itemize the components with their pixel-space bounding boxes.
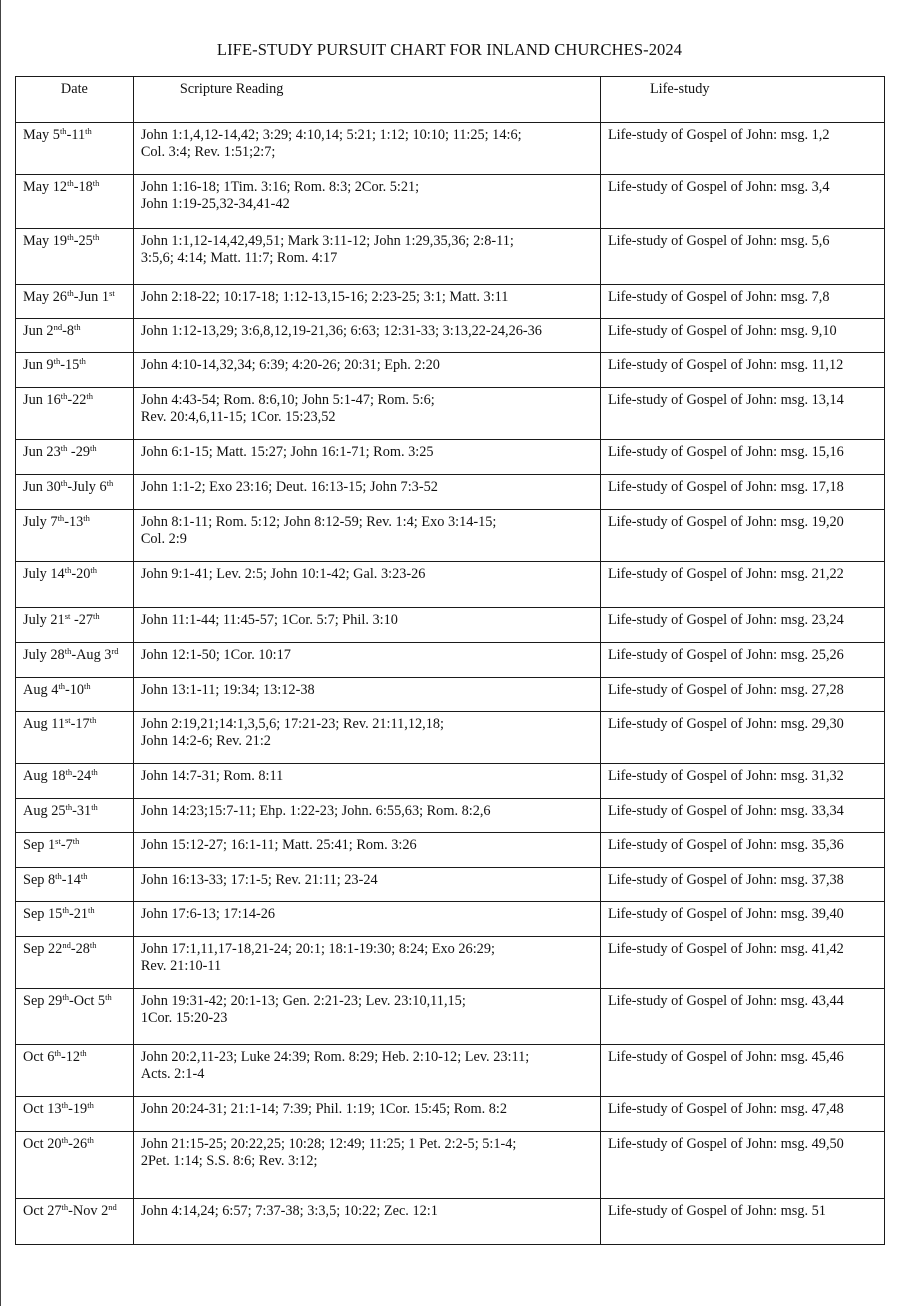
date-ordinal-suffix: th	[65, 802, 73, 812]
scripture-cell: John 9:1-41; Lev. 2:5; John 10:1-42; Gal. 3:23-26	[133, 562, 600, 608]
date-text: -29	[67, 444, 90, 460]
scripture-cell: John 20:24-31; 21:1-14; 7:39; Phil. 1:19; 1Cor. 15:45; Rom. 8:2	[133, 1097, 600, 1132]
date-ordinal-suffix: th	[62, 905, 69, 915]
date-text: -8	[62, 323, 75, 339]
date-text: Jun 30	[23, 479, 61, 495]
scripture-cell: John 1:1,12-14,42,49,51; Mark 3:11-12; John 1:29,35,36; 2:8-11; 3:5,6; 4:14; Matt. 11:7; Rom. 4:17	[133, 229, 600, 285]
date-text: -12	[61, 1049, 81, 1065]
date-text: -15	[60, 357, 80, 373]
date-text: Oct 27	[23, 1203, 62, 1219]
date-ordinal-suffix: th	[87, 1135, 94, 1145]
lifestudy-cell: Life-study of Gospel of John: msg. 7,8	[600, 285, 884, 319]
date-ordinal-suffix: th	[86, 391, 94, 401]
date-ordinal-suffix: th	[67, 232, 74, 242]
date-ordinal-suffix: th	[58, 681, 65, 691]
date-text: -7	[60, 837, 73, 853]
table-row	[16, 712, 885, 764]
table-row	[16, 440, 885, 475]
lifestudy-cell: Life-study of Gospel of John: msg. 47,48	[600, 1097, 884, 1132]
table-row	[16, 175, 885, 229]
date-cell	[16, 285, 134, 319]
scripture-cell: John 2:18-22; 10:17-18; 1:12-13,15-16; 2:23-25; 3:1; Matt. 3:11	[133, 285, 600, 319]
date-text: Oct 13	[23, 1101, 62, 1117]
lifestudy-cell: Life-study of Gospel of John: msg. 37,38	[600, 868, 884, 902]
lifestudy-cell: Life-study of Gospel of John: msg. 11,12	[600, 353, 884, 388]
date-text: -18	[73, 179, 93, 195]
date-cell	[16, 868, 134, 902]
lifestudy-cell: Life-study of Gospel of John: msg. 51	[600, 1199, 884, 1245]
date-cell	[16, 353, 134, 388]
scripture-cell: John 14:7-31; Rom. 8:11	[133, 764, 600, 799]
date-text: -31	[72, 803, 92, 819]
date-ordinal-suffix: th	[72, 836, 80, 846]
table-row	[16, 562, 885, 608]
table-row	[16, 475, 885, 510]
date-ordinal-suffix: st	[109, 288, 115, 298]
date-cell	[16, 937, 134, 989]
date-text: Aug 4	[23, 682, 59, 698]
date-text: Aug 25	[23, 803, 66, 819]
date-cell	[16, 799, 134, 833]
date-text: -24	[72, 768, 92, 784]
scripture-cell: John 4:10-14,32,34; 6:39; 4:20-26; 20:31; Eph. 2:20	[133, 353, 600, 388]
date-text: Oct 6	[23, 1049, 55, 1065]
date-ordinal-suffix: th	[93, 611, 100, 621]
table-row	[16, 285, 885, 319]
scripture-cell: John 21:15-25; 20:22,25; 10:28; 12:49; 11:25; 1 Pet. 2:2-5; 5:1-4; 2Pet. 1:14; S.S. 8:6; Rev. 3:12;	[133, 1132, 600, 1199]
date-text: July 7	[23, 514, 58, 530]
date-text: May 19	[23, 233, 68, 249]
lifestudy-cell: Life-study of Gospel of John: msg. 49,50	[600, 1132, 884, 1199]
date-text: Sep 8	[23, 872, 56, 888]
lifestudy-cell: Life-study of Gospel of John: msg. 9,10	[600, 319, 884, 353]
table-row	[16, 1045, 885, 1097]
date-text: July 28	[23, 647, 65, 663]
date-ordinal-suffix: th	[87, 1100, 94, 1110]
date-cell	[16, 229, 134, 285]
date-text: Jun 23	[23, 444, 61, 460]
lifestudy-cell: Life-study of Gospel of John: msg. 25,26	[600, 643, 884, 678]
date-ordinal-suffix: th	[91, 802, 98, 812]
scripture-cell: John 1:1,4,12-14,42; 3:29; 4:10,14; 5:21; 1:12; 10:10; 11:25; 14:6; Col. 3:4; Rev. 1:51;2:7;	[133, 123, 600, 175]
date-ordinal-suffix: th	[89, 715, 97, 725]
date-text: Jun 9	[23, 357, 54, 373]
scripture-cell: John 1:16-18; 1Tim. 3:16; Rom. 8:3; 2Cor. 5:21; John 1:19-25,32-34,41-42	[133, 175, 600, 229]
date-ordinal-suffix: th	[89, 940, 97, 950]
date-ordinal-suffix: th	[79, 356, 86, 366]
table-row	[16, 388, 885, 440]
date-ordinal-suffix: th	[90, 565, 98, 575]
date-cell	[16, 440, 134, 475]
chart-body	[16, 77, 885, 1245]
date-ordinal-suffix: nd	[108, 1202, 117, 1212]
date-text: Sep 22	[23, 941, 63, 957]
date-ordinal-suffix: th	[67, 288, 74, 298]
lifestudy-cell: Life-study of Gospel of John: msg. 27,28	[600, 678, 884, 712]
date-cell	[16, 510, 134, 562]
date-cell	[16, 319, 134, 353]
date-ordinal-suffix: th	[60, 391, 68, 401]
date-text: -27	[70, 612, 94, 628]
header-row	[16, 77, 885, 123]
date-cell	[16, 175, 134, 229]
lifestudy-cell: Life-study of Gospel of John: msg. 31,32	[600, 764, 884, 799]
date-text: -11	[66, 127, 86, 143]
date-ordinal-suffix: th	[83, 513, 90, 523]
date-text: -21	[68, 906, 89, 922]
scripture-cell: John 1:12-13,29; 3:6,8,12,19-21,36; 6:63; 12:31-33; 3:13,22-24,26-36	[133, 319, 600, 353]
lifestudy-cell: Life-study of Gospel of John: msg. 23,24	[600, 608, 884, 643]
date-text: Sep 1	[23, 837, 56, 853]
date-ordinal-suffix: th	[61, 1135, 69, 1145]
scripture-cell: John 13:1-11; 19:34; 13:12-38	[133, 678, 600, 712]
table-row	[16, 799, 885, 833]
date-text: July 21	[23, 612, 65, 628]
table-row	[16, 353, 885, 388]
date-ordinal-suffix: th	[64, 646, 72, 656]
table-row	[16, 319, 885, 353]
date-ordinal-suffix: th	[64, 565, 72, 575]
lifestudy-cell: Life-study of Gospel of John: msg. 35,36	[600, 833, 884, 868]
scripture-cell: John 8:1-11; Rom. 5:12; John 8:12-59; Rev. 1:4; Exo 3:14-15; Col. 2:9	[133, 510, 600, 562]
scripture-cell: John 4:43-54; Rom. 8:6,10; John 5:1-47; Rom. 5:6; Rev. 20:4,6,11-15; 1Cor. 15:23,52	[133, 388, 600, 440]
date-text: Oct 20	[23, 1136, 62, 1152]
date-cell	[16, 1132, 134, 1199]
date-text: -Aug 3	[71, 647, 112, 663]
lifestudy-header: Life-study	[600, 77, 884, 123]
page-title: LIFE-STUDY PURSUIT CHART FOR INLAND CHURCHES-2024	[216, 40, 683, 59]
date-text: May 26	[23, 289, 68, 305]
date-text: -14	[61, 872, 81, 888]
date-text: -10	[64, 682, 85, 698]
date-text: -28	[70, 941, 90, 957]
date-text: -Oct 5	[68, 993, 106, 1009]
date-ordinal-suffix: th	[105, 992, 112, 1002]
lifestudy-cell: Life-study of Gospel of John: msg. 29,30	[600, 712, 884, 764]
date-ordinal-suffix: th	[61, 1100, 69, 1110]
scripture-cell: John 1:1-2; Exo 23:16; Deut. 16:13-15; John 7:3-52	[133, 475, 600, 510]
date-cell	[16, 902, 134, 937]
date-ordinal-suffix: th	[65, 767, 73, 777]
lifestudy-cell: Life-study of Gospel of John: msg. 45,46	[600, 1045, 884, 1097]
date-text: -19	[68, 1101, 88, 1117]
table-row	[16, 1097, 885, 1132]
date-cell	[16, 608, 134, 643]
date-ordinal-suffix: nd	[53, 322, 63, 332]
date-cell	[16, 1199, 134, 1245]
table-row	[16, 989, 885, 1045]
date-ordinal-suffix: th	[57, 513, 65, 523]
date-ordinal-suffix: th	[80, 871, 88, 881]
date-cell	[16, 388, 134, 440]
scripture-cell: John 17:1,11,17-18,21-24; 20:1; 18:1-19:30; 8:24; Exo 26:29; Rev. 21:10-11	[133, 937, 600, 989]
date-ordinal-suffix: th	[61, 1202, 69, 1212]
date-text: -17	[70, 716, 90, 732]
date-text: Aug 18	[23, 768, 66, 784]
date-ordinal-suffix: th	[90, 443, 97, 453]
date-ordinal-suffix: th	[92, 232, 100, 242]
date-text: -Jun 1	[73, 289, 110, 305]
date-text: July 14	[23, 566, 65, 582]
lifestudy-cell: Life-study of Gospel of John: msg. 39,40	[600, 902, 884, 937]
date-text: Aug 11	[23, 716, 65, 732]
date-ordinal-suffix: th	[91, 767, 98, 777]
date-ordinal-suffix: th	[67, 178, 74, 188]
lifestudy-cell: Life-study of Gospel of John: msg. 1,2	[600, 123, 884, 175]
lifestudy-cell: Life-study of Gospel of John: msg. 15,16	[600, 440, 884, 475]
date-header: Date	[16, 77, 134, 123]
table-row	[16, 123, 885, 175]
date-ordinal-suffix: th	[59, 126, 67, 136]
date-ordinal-suffix: th	[62, 992, 69, 1002]
date-cell	[16, 562, 134, 608]
date-ordinal-suffix: st	[64, 715, 71, 725]
table-row	[16, 868, 885, 902]
lifestudy-cell: Life-study of Gospel of John: msg. 5,6	[600, 229, 884, 285]
date-ordinal-suffix: th	[74, 322, 81, 332]
date-text: May 12	[23, 179, 68, 195]
scripture-cell: John 6:1-15; Matt. 15:27; John 16:1-71; Rom. 3:25	[133, 440, 600, 475]
date-text: -25	[73, 233, 93, 249]
date-cell	[16, 643, 134, 678]
date-ordinal-suffix: th	[53, 356, 61, 366]
scripture-cell: John 15:12-27; 16:1-11; Matt. 25:41; Rom. 3:26	[133, 833, 600, 868]
date-ordinal-suffix: th	[92, 178, 100, 188]
table-row	[16, 1199, 885, 1245]
date-ordinal-suffix: th	[88, 905, 95, 915]
scripture-cell: John 20:2,11-23; Luke 24:39; Rom. 8:29; Heb. 2:10-12; Lev. 23:11; Acts. 2:1-4	[133, 1045, 600, 1097]
lifestudy-cell: Life-study of Gospel of John: msg. 43,44	[600, 989, 884, 1045]
date-cell	[16, 712, 134, 764]
date-ordinal-suffix: st	[64, 611, 71, 621]
date-text: -22	[67, 392, 87, 408]
date-ordinal-suffix: th	[55, 871, 62, 881]
lifestudy-cell: Life-study of Gospel of John: msg. 3,4	[600, 175, 884, 229]
date-text: -20	[71, 566, 91, 582]
lifestudy-cell: Life-study of Gospel of John: msg. 33,34	[600, 799, 884, 833]
scripture-cell: John 19:31-42; 20:1-13; Gen. 2:21-23; Lev. 23:10,11,15; 1Cor. 15:20-23	[133, 989, 600, 1045]
scripture-cell: John 17:6-13; 17:14-26	[133, 902, 600, 937]
lifestudy-cell: Life-study of Gospel of John: msg. 41,42	[600, 937, 884, 989]
scripture-cell: John 11:1-44; 11:45-57; 1Cor. 5:7; Phil. 3:10	[133, 608, 600, 643]
date-text: Jun 2	[23, 323, 54, 339]
table-row	[16, 764, 885, 799]
scripture-cell: John 2:19,21;14:1,3,5,6; 17:21-23; Rev. 21:11,12,18; John 14:2-6; Rev. 21:2	[133, 712, 600, 764]
lifestudy-cell: Life-study of Gospel of John: msg. 13,14	[600, 388, 884, 440]
date-text: Sep 15	[23, 906, 63, 922]
scripture-cell: John 14:23;15:7-11; Ehp. 1:22-23; John. 6:55,63; Rom. 8:2,6	[133, 799, 600, 833]
date-ordinal-suffix: th	[54, 1048, 61, 1058]
scripture-cell: John 12:1-50; 1Cor. 10:17	[133, 643, 600, 678]
date-cell	[16, 123, 134, 175]
date-ordinal-suffix: th	[106, 478, 114, 488]
date-ordinal-suffix: rd	[111, 646, 119, 656]
scripture-header: Scripture Reading	[133, 77, 600, 123]
table-row	[16, 902, 885, 937]
lifestudy-cell: Life-study of Gospel of John: msg. 21,22	[600, 562, 884, 608]
date-text: -July 6	[67, 479, 107, 495]
date-ordinal-suffix: th	[80, 1048, 87, 1058]
table-row	[16, 678, 885, 712]
table-row	[16, 833, 885, 868]
date-text: Jun 16	[23, 392, 61, 408]
date-ordinal-suffix: th	[84, 681, 91, 691]
date-text: -Nov 2	[68, 1203, 109, 1219]
date-ordinal-suffix: th	[85, 126, 92, 136]
date-cell	[16, 475, 134, 510]
table-row	[16, 643, 885, 678]
lifestudy-cell: Life-study of Gospel of John: msg. 19,20	[600, 510, 884, 562]
date-text: May 5	[23, 127, 60, 143]
date-ordinal-suffix: nd	[62, 940, 71, 950]
date-ordinal-suffix: st	[55, 836, 61, 846]
scripture-cell: John 4:14,24; 6:57; 7:37-38; 3:3,5; 10:22; Zec. 12:1	[133, 1199, 600, 1245]
date-cell	[16, 764, 134, 799]
page-edge	[0, 0, 1, 1306]
scripture-cell: John 16:13-33; 17:1-5; Rev. 21:11; 23-24	[133, 868, 600, 902]
date-ordinal-suffix: th	[60, 478, 68, 488]
table-row	[16, 1132, 885, 1199]
date-cell	[16, 1045, 134, 1097]
lifestudy-cell: Life-study of Gospel of John: msg. 17,18	[600, 475, 884, 510]
date-text: -13	[64, 514, 84, 530]
date-text: Sep 29	[23, 993, 63, 1009]
pursuit-chart-table	[15, 76, 885, 1245]
date-text: -26	[68, 1136, 88, 1152]
table-row	[16, 229, 885, 285]
table-row	[16, 937, 885, 989]
table-row	[16, 510, 885, 562]
table-row	[16, 608, 885, 643]
date-cell	[16, 1097, 134, 1132]
date-cell	[16, 833, 134, 868]
date-cell	[16, 989, 134, 1045]
date-cell	[16, 678, 134, 712]
date-ordinal-suffix: th	[60, 443, 68, 453]
